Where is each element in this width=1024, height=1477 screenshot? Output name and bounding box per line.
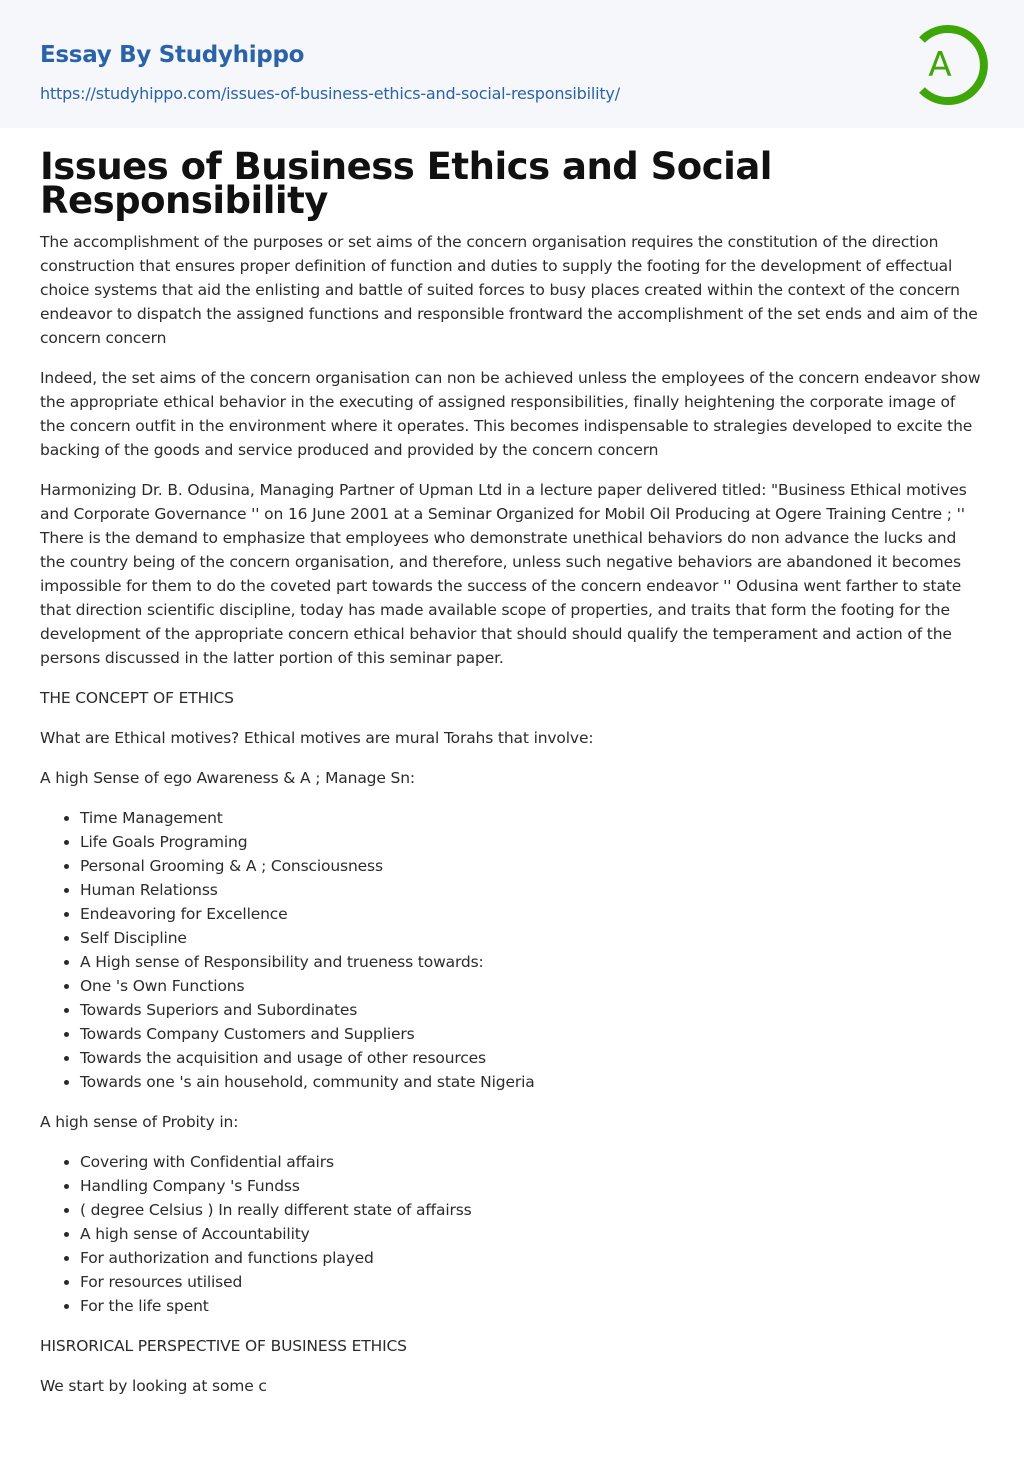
list-item: • Self Discipline <box>80 926 984 950</box>
section-heading-history: HISRORICAL PERSPECTIVE OF BUSINESS ETHICS <box>40 1337 407 1355</box>
list-item: • Life Goals Programing <box>80 830 984 854</box>
page-title: Issues of Business Ethics and Social Responsibility <box>40 145 772 222</box>
list-item: • Time Management <box>80 806 984 830</box>
paragraph: The accomplishment of the purposes or set aims of the concern organisation requires the constitution of the direction construction that ensures proper definition of function and duties to supply the footing for the development of effectual choice systems that aid the enlisting and battle of suited forces to busy places created within the context of the concern endeavor to dispatch the assigned functions and responsible frontward the accomplishment of the set ends and aim of the concern concern <box>40 233 978 347</box>
list-item: • Towards one 's ain household, community and state Nigeria <box>80 1070 984 1094</box>
list-item: • One 's Own Functions <box>80 974 984 998</box>
section-heading-concept: THE CONCEPT OF ETHICS <box>40 689 234 707</box>
site-header <box>0 0 1024 128</box>
paragraph: We start by looking at some c <box>40 1377 267 1395</box>
ethics-list <box>40 806 984 1094</box>
list-item: • Towards Company Customers and Suppliers <box>80 1022 984 1046</box>
list-item: • Towards Superiors and Subordinates <box>80 998 984 1022</box>
list-item: • Covering with Confidential affairs <box>80 1150 984 1174</box>
list-item: • A High sense of Responsibility and trueness towards: <box>80 950 984 974</box>
brand-title: Essay By Studyhippo <box>40 42 305 68</box>
paragraph: A high Sense of ego Awareness & A ; Manage Sn: <box>40 769 415 787</box>
list-item: • A high sense of Accountability <box>80 1222 984 1246</box>
list-item: • Personal Grooming & A ; Consciousness <box>80 854 984 878</box>
source-url-link[interactable]: https://studyhippo.com/issues-of-business-ethics-and-social-responsibility/ <box>40 84 620 103</box>
article-body <box>40 230 984 1398</box>
list-item: • For resources utilised <box>80 1270 984 1294</box>
list-item: • Towards the acquisition and usage of other resources <box>80 1046 984 1070</box>
paragraph: A high sense of Probity in: <box>40 1113 239 1131</box>
probity-list <box>40 1150 984 1318</box>
list-item: • For the life spent <box>80 1294 984 1318</box>
list-item: • Handling Company 's Fundss <box>80 1174 984 1198</box>
list-item: • For authorization and functions played <box>80 1246 984 1270</box>
list-item: • Endeavoring for Excellence <box>80 902 984 926</box>
list-item: • Human Relationss <box>80 878 984 902</box>
list-item: • ( degree Celsius ) In really different state of affairss <box>80 1198 984 1222</box>
paragraph: Harmonizing Dr. B. Odusina, Managing Partner of Upman Ltd in a lecture paper delivered titled: "Business Ethical motives and Corporate Governance '' on 16 June 2001 at a Seminar Organized for Mobil Oil Producing at Ogere Training Centre ; '' There is the demand to emphasize that employees who demonstrate unethical behaviors do non advance the lucks and the country being of the concern organisation, and therefore, unless such negative behaviors are abandoned it becomes impossible for them to do the coveted part towards the success of the concern endeavor '' Odusina went farther to state that direction scientific discipline, today has made available scope of properties, and traits that form the footing for the development of the appropriate concern ethical behavior that should should qualify the temperament and action of the persons discussed in the latter portion of this seminar paper. <box>40 481 967 667</box>
studyhippo-logo-icon <box>910 18 990 108</box>
paragraph: Indeed, the set aims of the concern organisation can non be achieved unless the employees of the concern endeavor show the appropriate ethical behavior in the executing of assigned responsibilities, finally heightening the corporate image of the concern outfit in the environment where it operates. This becomes indispensable to stralegies developed to excite the backing of the goods and service produced and provided by the concern concern <box>40 369 981 459</box>
svg-text:A: A <box>928 45 952 85</box>
paragraph: What are Ethical motives? Ethical motives are mural Torahs that involve: <box>40 729 594 747</box>
